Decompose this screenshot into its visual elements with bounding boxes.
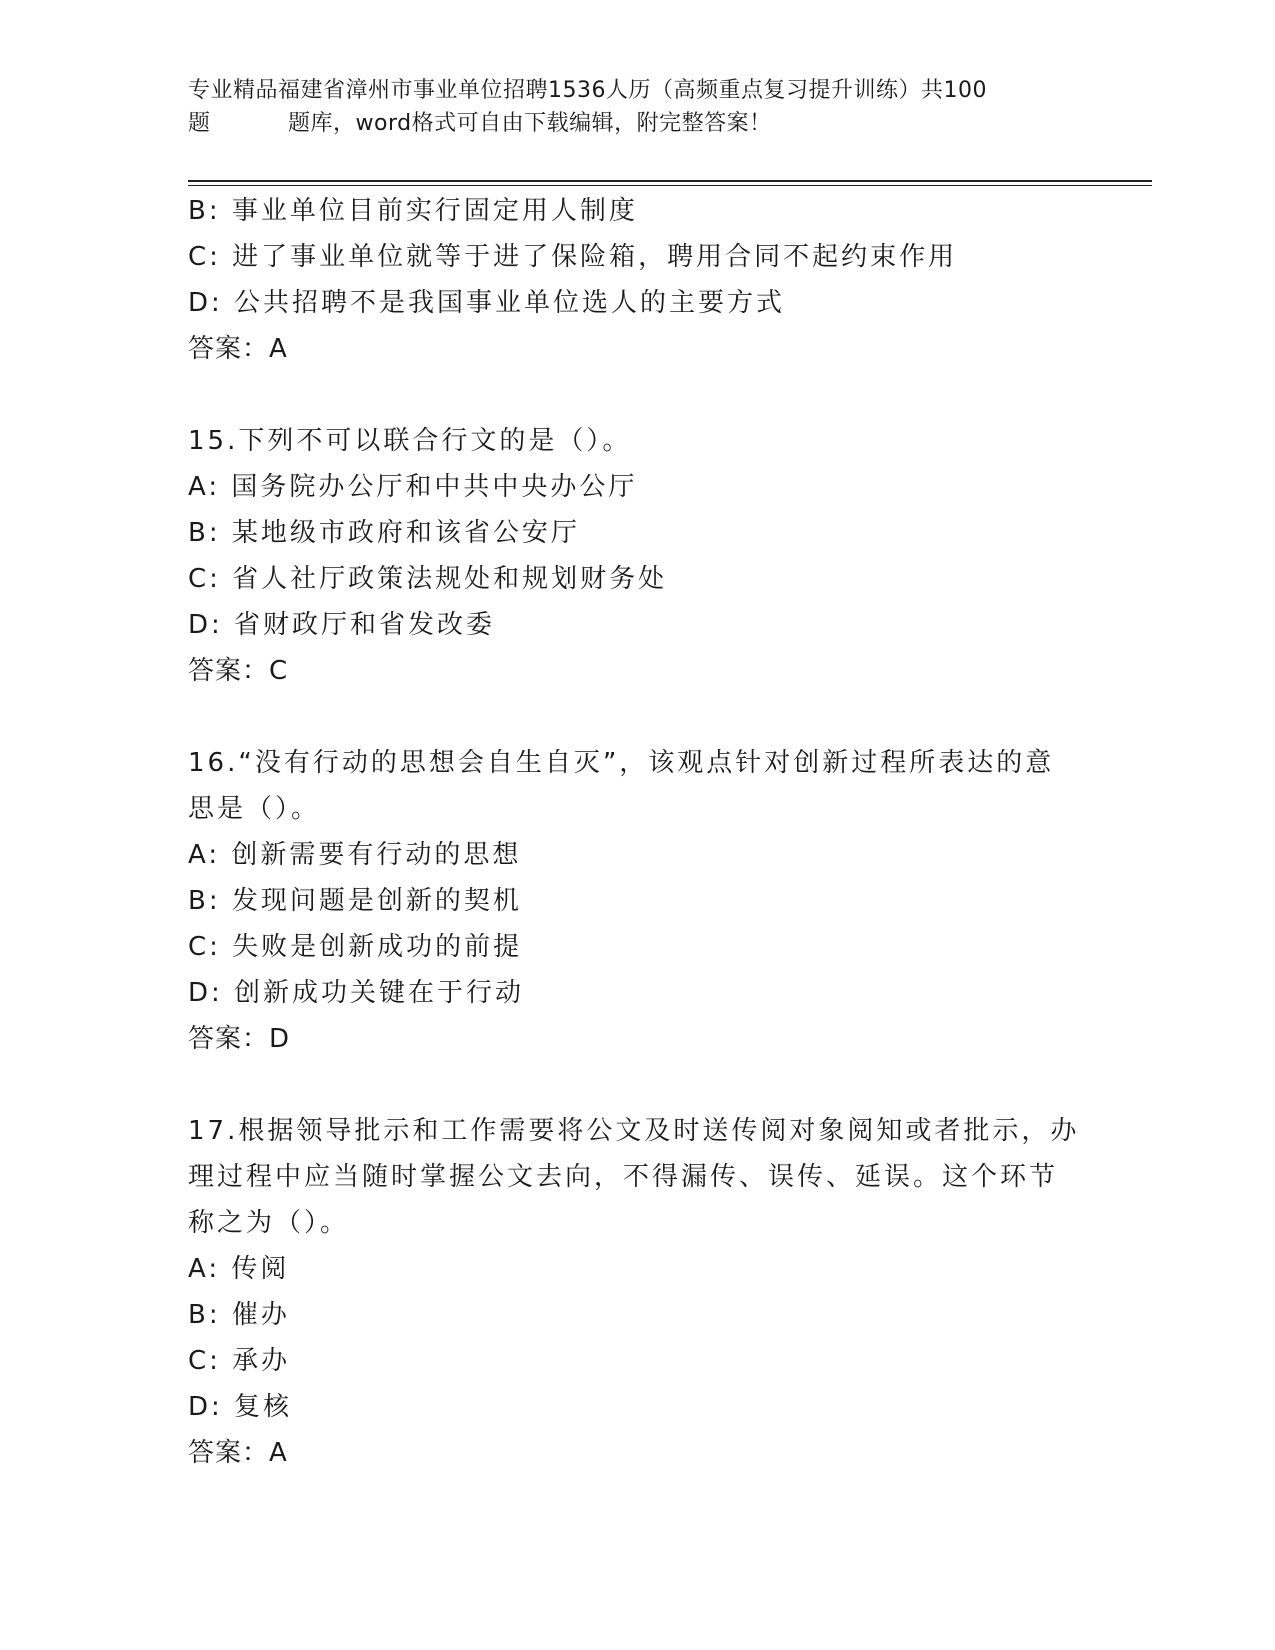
q16-option-c: C: 失败是创新成功的前提 [188, 932, 523, 962]
q17-question-line2: 理过程中应当随时掌握公文去向，不得漏传、误传、延误。这个环节 [188, 1162, 1059, 1192]
q15-option-a: A: 国务院办公厅和中共中央办公厅 [188, 472, 638, 502]
q17-option-a: A: 传阅 [188, 1254, 290, 1284]
question-16 [188, 740, 1088, 1062]
q15-option-b: B: 某地级市政府和该省公安厅 [188, 518, 580, 548]
spacer [188, 372, 1088, 418]
header-divider-thin [188, 185, 1152, 186]
question-15 [188, 418, 1088, 694]
q14-answer: 答案：A [188, 334, 288, 364]
header-title-line2-left: 题 [188, 111, 211, 136]
question-content [188, 188, 1088, 1476]
spacer [188, 694, 1088, 740]
header-title-line2 [188, 107, 1068, 140]
question-17 [188, 1108, 1088, 1476]
q16-question-line2: 思是（）。 [188, 794, 321, 824]
q17-answer: 答案：A [188, 1438, 288, 1468]
header-title-line1: 专业精品福建省漳州市事业单位招聘1536人历（高频重点复习提升训练）共100 [188, 78, 987, 103]
q17-question-line1: 17.根据领导批示和工作需要将公文及时送传阅对象阅知或者批示，办 [188, 1116, 1080, 1146]
q14-option-c: C: 进了事业单位就等于进了保险箱，聘用合同不起约束作用 [188, 242, 958, 272]
q17-option-d: D: 复核 [188, 1392, 293, 1422]
q17-option-c: C: 承办 [188, 1346, 291, 1376]
question-14-tail [188, 188, 1088, 372]
q16-option-b: B: 发现问题是创新的契机 [188, 886, 522, 916]
q16-answer: 答案：D [188, 1024, 291, 1054]
q15-answer: 答案：C [188, 656, 289, 686]
q17-question-line3: 称之为（）。 [188, 1208, 350, 1238]
header-title-line2-right: 题库，word格式可自由下载编辑，附完整答案！ [288, 111, 772, 136]
page-header [188, 74, 1068, 140]
q15-question: 15.下列不可以联合行文的是（）。 [188, 426, 632, 456]
spacer [188, 1062, 1088, 1108]
q14-option-d: D: 公共招聘不是我国事业单位选人的主要方式 [188, 288, 786, 318]
header-divider-thick [188, 180, 1152, 182]
q16-option-a: A: 创新需要有行动的思想 [188, 840, 522, 870]
q16-question-line1: 16.“没有行动的思想会自生自灭”，该观点针对创新过程所表达的意 [188, 748, 1055, 778]
q17-option-b: B: 催办 [188, 1300, 290, 1330]
q15-option-d: D: 省财政厅和省发改委 [188, 610, 496, 640]
q14-option-b: B: 事业单位目前实行固定用人制度 [188, 196, 638, 226]
q15-option-c: C: 省人社厅政策法规处和规划财务处 [188, 564, 668, 594]
q16-option-d: D: 创新成功关键在于行动 [188, 978, 525, 1008]
